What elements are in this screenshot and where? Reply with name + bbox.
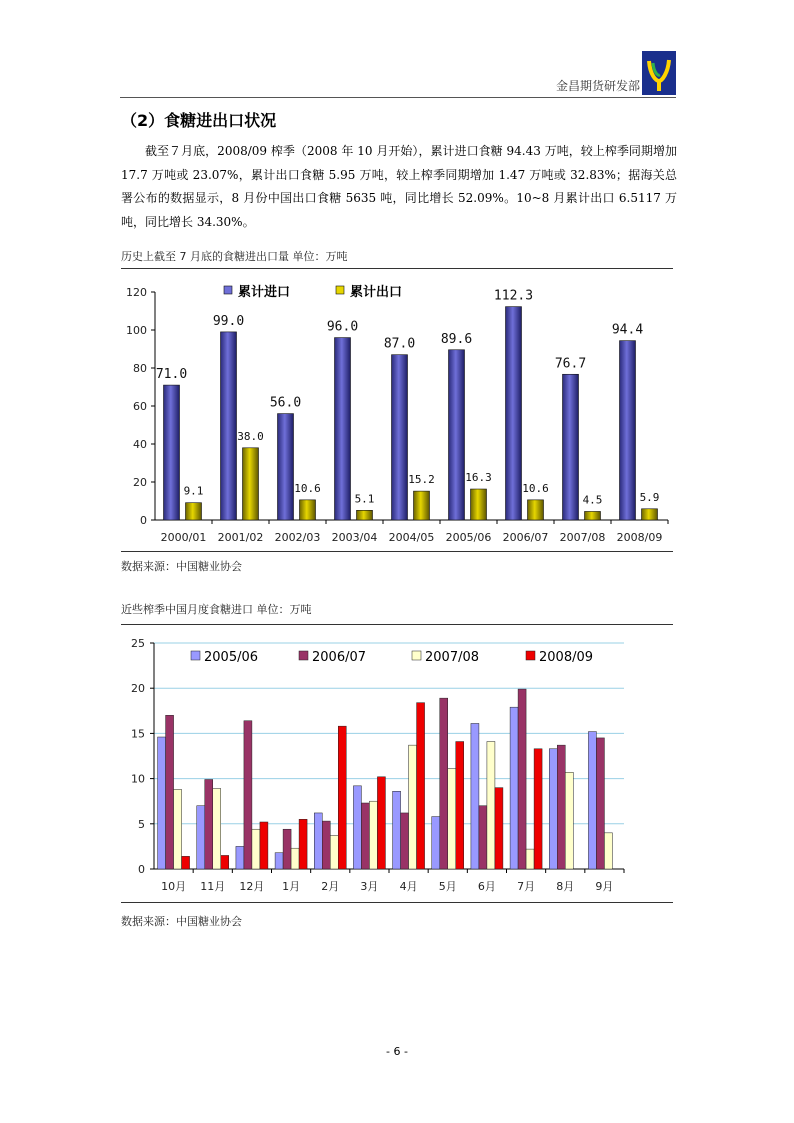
chart2-xtick-label: 1月 bbox=[282, 880, 301, 893]
chart2-xtick-label: 6月 bbox=[477, 880, 496, 893]
chart1-data-label-export: 38.0 bbox=[237, 429, 264, 443]
chart1-bar-import bbox=[563, 374, 579, 520]
chart2-bar-2005-06 bbox=[275, 853, 283, 869]
chart2-xtick-label: 10月 bbox=[161, 880, 187, 893]
chart2-ytick-label: 20 bbox=[131, 682, 145, 696]
chart1-data-label-export: 9.1 bbox=[183, 484, 204, 498]
chart2-bar-2008-09 bbox=[260, 822, 268, 869]
chart2-bar-2006-07 bbox=[205, 780, 213, 869]
chart2-bar-2006-07 bbox=[283, 829, 291, 869]
chart2-bar-2008-09 bbox=[534, 749, 542, 869]
chart2-bar-2005-06 bbox=[432, 817, 440, 869]
chart2-bar-2008-09 bbox=[456, 742, 464, 869]
chart2-ytick-label: 0 bbox=[138, 863, 145, 876]
chart2-bar-2005-06 bbox=[510, 707, 518, 869]
header-org: 金昌期货研发部 bbox=[555, 79, 640, 93]
chart1-data-label-export: 5.9 bbox=[639, 490, 660, 504]
chart1-bar-import bbox=[620, 341, 636, 520]
chart2-bar-2008-09 bbox=[182, 856, 190, 869]
chart1-legend-label-export: 累计出口 bbox=[350, 285, 403, 300]
chart1-legend-swatch-import bbox=[224, 286, 232, 294]
chart2-xtick-label: 7月 bbox=[517, 880, 536, 893]
chart2-bar-2007-08 bbox=[448, 769, 456, 869]
chart1-data-label-export: 16.3 bbox=[465, 471, 492, 485]
chart1-bar-import bbox=[392, 355, 408, 520]
chart1-data-label-import: 71.0 bbox=[155, 367, 188, 383]
chart2-legend-label: 2005/06 bbox=[204, 650, 259, 665]
chart1-data-label-export: 10.6 bbox=[522, 481, 549, 495]
chart2-legend-swatch bbox=[412, 651, 421, 660]
chart2-bar-2005-06 bbox=[236, 846, 244, 869]
chart1-data-label-import: 94.4 bbox=[611, 322, 644, 338]
chart2-bar-2005-06 bbox=[588, 732, 596, 869]
chart1-bar-export bbox=[243, 448, 259, 520]
chart1-bar-import bbox=[278, 414, 294, 520]
paragraph-text: 截至７月底，2008/09 榨季（2008 年 10 月开始），累计进口食糖 94.43 万吨，较上榨季同期增加 17.7 万吨或 23.07%，累计出口食糖 5.95 万吨，较上榨季同期增加 1.47 万吨或 32.83%；据海关总署公布的数据显示，8 月份中国出口食糖 5635 吨，同比增长 52.09%。10~8 月累计出口 6.5117 万吨，同比增长 34.30%。 bbox=[121, 144, 677, 229]
chart2-bar-2008-09 bbox=[417, 703, 425, 869]
chart2-xtick-label: 3月 bbox=[360, 880, 379, 893]
chart1-bar-export bbox=[186, 503, 202, 520]
chart1-bar-import bbox=[164, 385, 180, 520]
chart1-xtick-label: 2008/09 bbox=[616, 531, 663, 544]
chart2-xtick-label: 4月 bbox=[399, 880, 418, 893]
chart1-data-label-export: 4.5 bbox=[582, 493, 603, 507]
chart1-top-rule bbox=[121, 268, 673, 269]
chart2-bar-2005-06 bbox=[314, 813, 322, 869]
chart2-bar-2008-09 bbox=[377, 777, 385, 869]
chart1-legend bbox=[224, 284, 402, 300]
chart1-ytick-label: 60 bbox=[133, 400, 147, 413]
section-title: （2）食糖进出口状况 bbox=[121, 111, 277, 130]
chart1-bar-import bbox=[506, 307, 522, 520]
chart1-xtick-label: 2006/07 bbox=[502, 531, 549, 544]
chart1-ytick-label: 0 bbox=[140, 514, 147, 527]
chart2-legend-label: 2006/07 bbox=[312, 650, 367, 665]
chart2-xtick-label: 5月 bbox=[438, 880, 457, 893]
chart2-bar-2007-08 bbox=[291, 848, 299, 869]
chart1-caption: 历史上截至 7 月底的食糖进出口量 单位：万吨 bbox=[121, 250, 348, 263]
chart2-bar-2007-08 bbox=[526, 849, 534, 869]
chart2-bar-2007-08 bbox=[565, 772, 573, 869]
chart2-bar-2008-09 bbox=[495, 788, 503, 869]
chart2-bar-2007-08 bbox=[409, 745, 417, 869]
chart2-legend-label: 2007/08 bbox=[425, 650, 480, 665]
chart1-ytick-label: 40 bbox=[133, 438, 147, 451]
chart1-bar-export bbox=[414, 491, 430, 520]
chart2-ytick-label: 10 bbox=[131, 772, 145, 786]
chart2-bar-2005-06 bbox=[158, 737, 166, 869]
chart2-legend-swatch bbox=[526, 651, 535, 660]
chart2-top-rule bbox=[121, 624, 673, 625]
chart1-legend-label-import: 累计进口 bbox=[238, 285, 291, 300]
chart2-svg bbox=[121, 626, 673, 902]
chart2-caption: 近些榨季中国月度食糖进口 单位：万吨 bbox=[121, 603, 312, 616]
chart1-xtick-label: 2004/05 bbox=[388, 531, 435, 544]
chart1-bar-export bbox=[585, 511, 601, 520]
chart2-bar-2007-08 bbox=[369, 801, 377, 869]
chart1-xtick-label: 2003/04 bbox=[331, 531, 378, 544]
chart2-xtick-label: 11月 bbox=[200, 880, 226, 893]
chart1-data-label-import: 56.0 bbox=[269, 395, 302, 411]
chart2-bar-2006-07 bbox=[479, 806, 487, 869]
chart1-data-label-export: 15.2 bbox=[408, 473, 435, 487]
chart2-xtick-label: 8月 bbox=[556, 880, 575, 893]
chart1-data-label-export: 5.1 bbox=[354, 492, 375, 506]
chart2-bar-2006-07 bbox=[557, 745, 565, 869]
chart2-bar-2006-07 bbox=[322, 821, 330, 869]
chart1-data-label-import: 99.0 bbox=[212, 313, 245, 329]
chart1-data-label-export: 10.6 bbox=[294, 481, 321, 495]
chart2-bar-2007-08 bbox=[252, 829, 260, 869]
jinchang-logo-icon bbox=[642, 51, 676, 95]
chart1-data-label-import: 87.0 bbox=[383, 336, 416, 352]
chart2-source: 数据来源：中国糖业协会 bbox=[121, 915, 242, 928]
chart1-xtick-label: 2000/01 bbox=[160, 531, 207, 544]
chart2-bar-2006-07 bbox=[440, 698, 448, 869]
chart2-legend-swatch bbox=[191, 651, 200, 660]
chart2-bar-2008-09 bbox=[338, 726, 346, 869]
chart1-bar-export bbox=[642, 509, 658, 520]
chart1-bar-export bbox=[471, 489, 487, 520]
chart2-bottom-rule bbox=[121, 902, 673, 903]
chart2-bar-2005-06 bbox=[393, 791, 401, 869]
chart1-data-label-import: 76.7 bbox=[554, 356, 587, 372]
chart2-bar-2007-08 bbox=[487, 742, 495, 869]
chart2-bar-2006-07 bbox=[518, 689, 526, 869]
chart1-bar-import bbox=[335, 338, 351, 520]
chart2-xtick-label: 2月 bbox=[321, 880, 340, 893]
chart2-bar-2005-06 bbox=[471, 723, 479, 869]
chart1-data-label-import: 89.6 bbox=[440, 331, 473, 347]
chart2-bar-2008-09 bbox=[299, 819, 307, 869]
chart2-ytick-label: 5 bbox=[138, 817, 145, 831]
chart2-legend bbox=[191, 650, 593, 665]
chart2-bar-2005-06 bbox=[549, 749, 557, 869]
chart1-source: 数据来源：中国糖业协会 bbox=[121, 560, 242, 573]
chart1-ytick-label: 100 bbox=[126, 324, 147, 337]
chart1-bar-import bbox=[449, 350, 465, 520]
chart2-ytick-label: 15 bbox=[131, 727, 145, 741]
chart2-bar-2007-08 bbox=[174, 789, 182, 869]
chart1-data-label-import: 112.3 bbox=[493, 288, 534, 304]
chart1-legend-swatch-export bbox=[336, 286, 344, 294]
chart2-bar-2008-09 bbox=[221, 855, 229, 869]
chart1-xtick-label: 2001/02 bbox=[217, 531, 264, 544]
chart2-bar-2006-07 bbox=[244, 721, 252, 869]
chart2-bar-2006-07 bbox=[166, 715, 174, 869]
chart1-ytick-label: 20 bbox=[133, 476, 147, 489]
chart2-bar-2007-08 bbox=[330, 836, 338, 869]
chart2-bar-2007-08 bbox=[604, 833, 612, 869]
body-paragraph bbox=[121, 140, 677, 234]
chart1-ytick-label: 80 bbox=[133, 362, 147, 375]
chart2-legend-label: 2008/09 bbox=[539, 650, 594, 665]
chart2-ytick-label: 25 bbox=[131, 637, 145, 650]
chart1-svg bbox=[121, 270, 673, 552]
chart1-bar-export bbox=[300, 500, 316, 520]
chart2-xtick-label: 9月 bbox=[595, 880, 614, 893]
header-rule bbox=[120, 97, 676, 98]
chart2-bar-2005-06 bbox=[353, 786, 361, 869]
chart2-legend-swatch bbox=[299, 651, 308, 660]
chart1-bar-export bbox=[528, 500, 544, 520]
chart2-bar-2006-07 bbox=[361, 803, 369, 869]
chart2-xtick-label: 12月 bbox=[239, 880, 265, 893]
chart2-bar-2006-07 bbox=[401, 813, 409, 869]
page-number: - 6 - bbox=[386, 1045, 408, 1058]
chart1-bar-export bbox=[357, 510, 373, 520]
page-header bbox=[120, 48, 676, 98]
chart1-xtick-label: 2002/03 bbox=[274, 531, 321, 544]
chart1-bottom-rule bbox=[121, 551, 673, 552]
chart2-bar-2005-06 bbox=[197, 806, 205, 869]
chart1-data-label-import: 96.0 bbox=[326, 319, 359, 335]
chart1-bar-import bbox=[221, 332, 237, 520]
chart1-ytick-label: 120 bbox=[126, 286, 147, 299]
chart1-xtick-label: 2005/06 bbox=[445, 531, 492, 544]
chart2-bar-2006-07 bbox=[596, 738, 604, 869]
chart2-bar-2007-08 bbox=[213, 789, 221, 869]
chart1-xtick-label: 2007/08 bbox=[559, 531, 606, 544]
